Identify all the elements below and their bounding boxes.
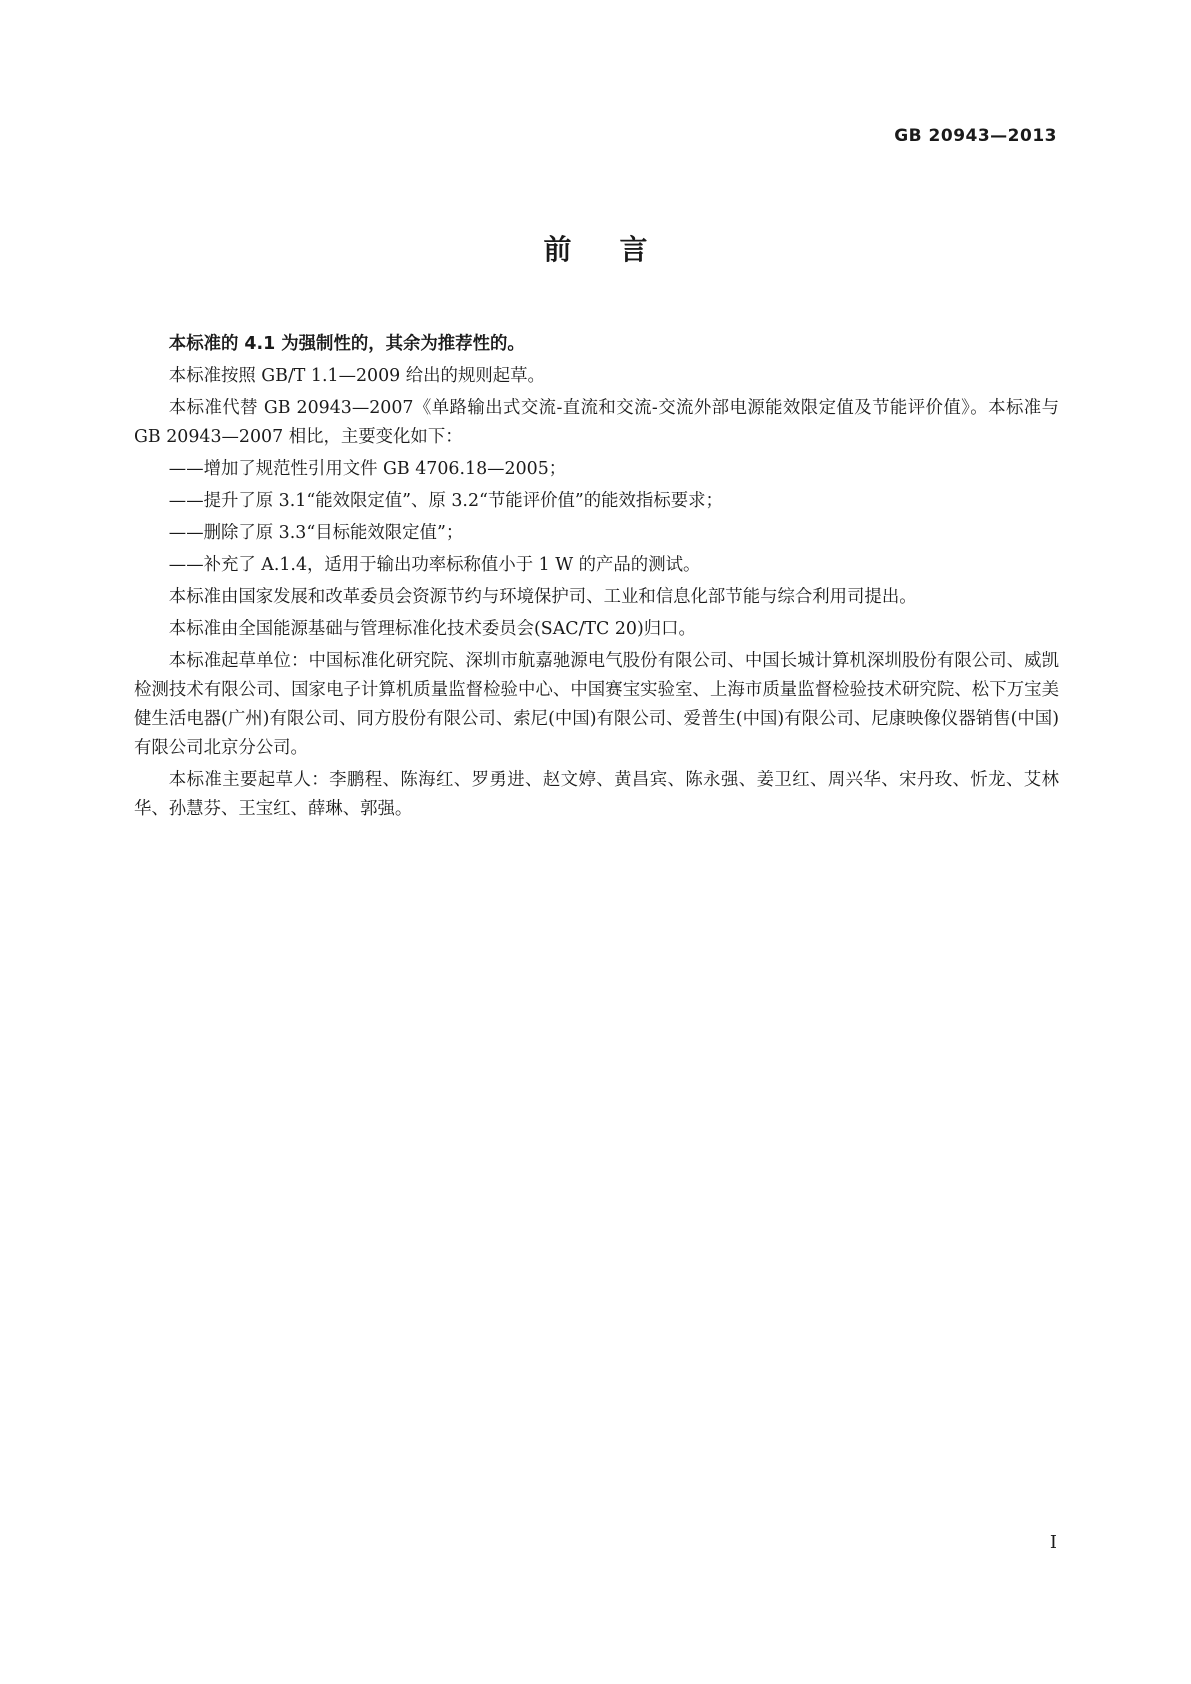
change-item: ——补充了 A.1.4，适用于输出功率标称值小于 1 W 的产品的测试。 bbox=[168, 555, 701, 575]
standard-code: GB 20943—2013 bbox=[894, 126, 1057, 146]
change-item: ——提升了原 3.1“能效限定值”、原 3.2“节能评价值”的能效指标要求； bbox=[168, 491, 723, 511]
foreword-body bbox=[134, 330, 1059, 827]
drafting-rules-paragraph: 本标准按照 GB/T 1.1—2009 给出的规则起草。 bbox=[168, 366, 545, 386]
replacement-paragraph: 本标准代替 GB 20943—2007《单路输出式交流-直流和交流-交流外部电源能效限定值及节能评价值》。本标准与 GB 20943—2007 相比，主要变化如下： bbox=[134, 398, 1059, 447]
drafters-paragraph: 本标准主要起草人：李鹏程、陈海红、罗勇进、赵文婷、黄昌宾、陈永强、姜卫红、周兴华、宋丹玫、忻龙、艾林华、孙慧芬、王宝红、薛琳、郭强。 bbox=[134, 770, 1059, 819]
page-title: 前言 bbox=[543, 233, 696, 266]
drafting-organizations-paragraph: 本标准起草单位：中国标准化研究院、深圳市航嘉驰源电气股份有限公司、中国长城计算机深圳股份有限公司、威凯检测技术有限公司、国家电子计算机质量监督检验中心、中国赛宝实验室、上海市质量监督检验技术研究院、松下万宝美健生活电器(广州)有限公司、同方股份有限公司、索尼(中国)有限公司、爱普生(中国)有限公司、尼康映像仪器销售(中国)有限公司北京分公司。 bbox=[134, 651, 1059, 758]
committee-paragraph: 本标准由全国能源基础与管理标准化技术委员会(SAC/TC 20)归口。 bbox=[168, 619, 696, 639]
change-item: ——增加了规范性引用文件 GB 4706.18—2005； bbox=[168, 459, 567, 479]
proposer-paragraph: 本标准由国家发展和改革委员会资源节约与环境保护司、工业和信息化部节能与综合利用司提出。 bbox=[168, 587, 917, 607]
page-number: I bbox=[1049, 1532, 1057, 1553]
change-item: ——删除了原 3.3“目标能效限定值”； bbox=[168, 523, 464, 543]
mandatory-clause-statement: 本标准的 4.1 为强制性的，其余为推荐性的。 bbox=[168, 334, 525, 354]
